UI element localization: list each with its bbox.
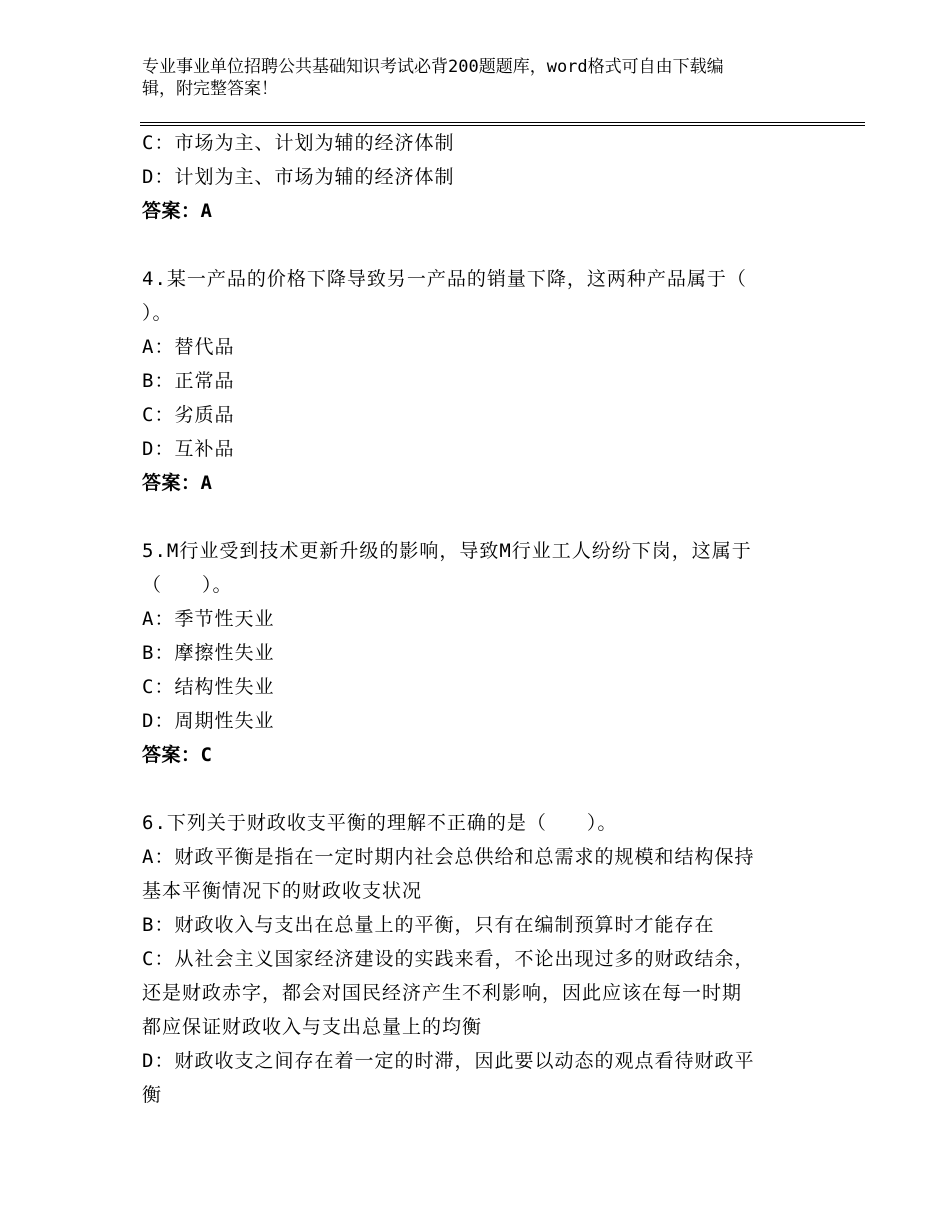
q6-option-a-line-1: A：财政平衡是指在一定时期内社会总供给和总需求的规模和结构保持 [142,846,755,868]
spacer [142,772,812,806]
q4-option-d: D：互补品 [142,438,235,460]
q5-answer: 答案：C [142,744,213,766]
q4-stem-line-2: ）。 [142,302,173,324]
spacer [142,500,812,534]
q3-option-d: D：计划为主、市场为辅的经济体制 [142,166,455,188]
question-6 [142,806,812,1112]
q6-option-c-line-3: 都应保证财政收入与支出总量上的均衡 [142,1016,483,1038]
q6-option-d-line-2: 衡 [142,1084,163,1106]
spacer [142,228,812,262]
q5-option-c: C：结构性失业 [142,676,275,698]
q6-option-a-line-2: 基本平衡情况下的财政收支状况 [142,880,423,902]
q4-option-b: B：正常品 [142,370,235,392]
question-5 [142,534,812,772]
q3-option-c: C：市场为主、计划为辅的经济体制 [142,132,455,154]
q6-option-b: B：财政收入与支出在总量上的平衡，只有在编制预算时才能存在 [142,914,715,936]
q4-option-a: A：替代品 [142,336,235,358]
q5-stem-line-1: 5.M行业受到技术更新升级的影响，导致M行业工人纷纷下岗，这属于 [142,540,752,562]
header-line-1: 专业事业单位招聘公共基础知识考试必背200题题库，word格式可自由下载编 [142,57,724,77]
question-3 [142,126,812,228]
document-header [142,56,792,100]
q6-stem: 6.下列关于财政收支平衡的理解不正确的是（ ）。 [142,812,618,834]
q6-option-c-line-2: 还是财政赤字，都会对国民经济产生不利影响，因此应该在每一时期 [142,982,743,1004]
question-4 [142,262,812,500]
q6-option-d-line-1: D：财政收支之间存在着一定的时滞，因此要以动态的观点看待财政平 [142,1050,755,1072]
q3-answer: 答案：A [142,200,213,222]
q4-stem-line-1: 4.某一产品的价格下降导致另一产品的销量下降，这两种产品属于（ [142,268,747,290]
q5-option-d: D：周期性失业 [142,710,275,732]
q4-answer: 答案：A [142,472,213,494]
question-list [142,126,812,1112]
header-divider-top [140,122,865,123]
header-line-2: 辑，附完整答案！ [142,79,278,99]
q5-option-b: B：摩擦性失业 [142,642,275,664]
q5-stem-line-2: （ ）。 [142,574,233,596]
q6-option-c-line-1: C：从社会主义国家经济建设的实践来看，不论出现过多的财政结余， [142,948,755,970]
q4-option-c: C：劣质品 [142,404,235,426]
q5-option-a: A：季节性天业 [142,608,275,630]
